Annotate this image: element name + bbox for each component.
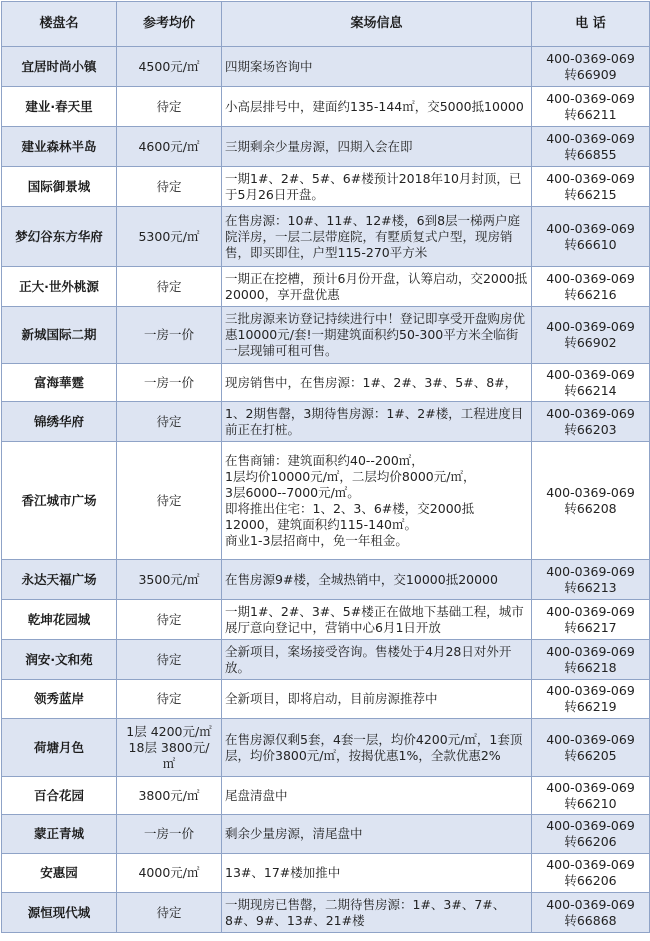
reference-price	[117, 719, 222, 777]
phone-cell	[532, 307, 650, 364]
property-name: 宜居时尚小镇	[2, 47, 117, 87]
phone-cell	[532, 127, 650, 167]
sales-info: 一期1#、2#、3#、5#楼正在做地下基础工程，城市展厅意向登记中，营销中心6月1日开放	[222, 600, 532, 640]
table-row	[2, 777, 650, 815]
sales-info: 一期现房已售罄，二期待售房源：1#、3#、7#、8#、9#、13#、21#楼	[222, 893, 532, 933]
table-row	[2, 893, 650, 933]
table-row	[2, 47, 650, 87]
property-name: 源恒现代城	[2, 893, 117, 933]
phone-number: 400-0369-069	[546, 270, 635, 286]
sales-info	[222, 442, 532, 560]
table-row	[2, 402, 650, 442]
table-row	[2, 267, 650, 307]
sales-info: 尾盘清盘中	[222, 777, 532, 815]
phone-cell	[532, 267, 650, 307]
phone-number: 400-0369-069	[546, 896, 635, 912]
phone-cell	[532, 640, 650, 680]
property-name: 新城国际二期	[2, 307, 117, 364]
property-name: 润安·文和苑	[2, 640, 117, 680]
reference-price: 待定	[117, 402, 222, 442]
info-line: 即将推出住宅：1、2、3、6#楼，交2000抵	[225, 500, 475, 516]
phone-number: 400-0369-069	[546, 170, 635, 186]
property-name: 正大·世外桃源	[2, 267, 117, 307]
reference-price: 待定	[117, 640, 222, 680]
table-row	[2, 680, 650, 719]
phone-extension: 转66868	[564, 912, 617, 928]
header-phone: 电 话	[532, 2, 650, 47]
phone-extension: 转66216	[564, 286, 617, 302]
phone-cell	[532, 777, 650, 815]
reference-price: 待定	[117, 442, 222, 560]
sales-info: 在售房源仅剩5套，4套一层，均价4200元/㎡，1套顶层，均价3800元/㎡，按揭优惠1%，全款优惠2%	[222, 719, 532, 777]
phone-cell	[532, 854, 650, 893]
table-row	[2, 307, 650, 364]
phone-number: 400-0369-069	[546, 366, 635, 382]
property-name: 领秀蓝岸	[2, 680, 117, 719]
phone-number: 400-0369-069	[546, 50, 635, 66]
phone-cell	[532, 893, 650, 933]
reference-price: 待定	[117, 87, 222, 127]
phone-extension: 转66211	[564, 106, 617, 122]
phone-number: 400-0369-069	[546, 857, 635, 872]
phone-extension: 转66902	[564, 335, 617, 350]
table-row	[2, 87, 650, 127]
header-info: 案场信息	[222, 2, 532, 47]
reference-price: 5300元/㎡	[117, 207, 222, 267]
phone-cell	[532, 87, 650, 127]
reference-price: 待定	[117, 267, 222, 307]
phone-extension: 转66205	[564, 747, 617, 763]
table-row	[2, 167, 650, 207]
property-name: 安惠园	[2, 854, 117, 893]
reference-price: 4500元/㎡	[117, 47, 222, 87]
table-row	[2, 815, 650, 854]
reference-price: 待定	[117, 680, 222, 719]
property-name: 富海華霆	[2, 364, 117, 402]
phone-number: 400-0369-069	[546, 683, 635, 698]
sales-info: 在售房源：10#、11#、12#楼，6到8层一梯两户庭院洋房，一层二层带庭院，有墅质复式户型，现房销售，即买即住，户型115-270平方米	[222, 207, 532, 267]
phone-extension: 转66610	[564, 236, 617, 252]
phone-extension: 转66218	[564, 659, 617, 675]
phone-extension: 转66909	[564, 66, 617, 82]
price-line: ㎡	[162, 755, 176, 771]
property-name: 蒙正青城	[2, 815, 117, 854]
phone-number: 400-0369-069	[546, 405, 635, 421]
property-name: 建业·春天里	[2, 87, 117, 127]
phone-extension: 转66214	[564, 382, 617, 398]
info-line: 3层6000--7000元/㎡。	[225, 484, 360, 500]
phone-extension: 转66208	[564, 500, 617, 516]
phone-cell	[532, 402, 650, 442]
reference-price: 4000元/㎡	[117, 854, 222, 893]
table-row	[2, 442, 650, 560]
info-line: 在售商铺：建筑面积约40--200㎡，	[225, 452, 424, 468]
phone-extension: 转66206	[564, 834, 617, 849]
property-name: 香江城市广场	[2, 442, 117, 560]
phone-cell	[532, 207, 650, 267]
property-name: 锦绣华府	[2, 402, 117, 442]
phone-number: 400-0369-069	[546, 220, 635, 236]
reference-price: 一房一价	[117, 364, 222, 402]
property-name: 永达天福广场	[2, 560, 117, 600]
table-row	[2, 207, 650, 267]
table-row	[2, 127, 650, 167]
sales-info: 现房销售中，在售房源：1#、2#、3#、5#、8#，	[222, 364, 532, 402]
phone-number: 400-0369-069	[546, 643, 635, 659]
phone-cell	[532, 719, 650, 777]
property-name: 国际御景城	[2, 167, 117, 207]
phone-cell	[532, 167, 650, 207]
sales-info: 剩余少量房源，清尾盘中	[222, 815, 532, 854]
table-row	[2, 364, 650, 402]
header-row	[2, 2, 650, 47]
sales-info: 一期1#、2#、5#、6#楼预计2018年10月封顶，已于5月26日开盘。	[222, 167, 532, 207]
reference-price: 4600元/㎡	[117, 127, 222, 167]
table-row	[2, 719, 650, 777]
table-row	[2, 560, 650, 600]
property-name: 荷塘月色	[2, 719, 117, 777]
price-line: 1层 4200元/㎡	[126, 723, 212, 739]
reference-price: 待定	[117, 167, 222, 207]
reference-price: 待定	[117, 893, 222, 933]
property-name: 乾坤花园城	[2, 600, 117, 640]
phone-extension: 转66217	[564, 619, 617, 635]
phone-cell	[532, 680, 650, 719]
phone-extension: 转66855	[564, 146, 617, 162]
sales-info: 三期剩余少量房源，四期入会在即	[222, 127, 532, 167]
reference-price: 一房一价	[117, 815, 222, 854]
sales-info: 全新项目，即将启动，目前房源推荐中	[222, 680, 532, 719]
table-row	[2, 854, 650, 893]
property-name: 百合花园	[2, 777, 117, 815]
phone-extension: 转66219	[564, 699, 617, 714]
info-line: 12000，建筑面积约115-140㎡。	[225, 516, 417, 532]
phone-number: 400-0369-069	[546, 603, 635, 619]
phone-cell	[532, 815, 650, 854]
reference-price: 待定	[117, 600, 222, 640]
listing-table	[1, 1, 650, 933]
sales-info: 三批房源来访登记持续进行中！登记即享受开盘购房优惠10000元/套!一期建筑面积约50-300平方米全临街一层现铺可租可售。	[222, 307, 532, 364]
phone-number: 400-0369-069	[546, 319, 635, 334]
phone-cell	[532, 600, 650, 640]
sales-info: 在售房源9#楼，全城热销中，交10000抵20000	[222, 560, 532, 600]
sales-info: 四期案场咨询中	[222, 47, 532, 87]
phone-cell	[532, 364, 650, 402]
header-name: 楼盘名	[2, 2, 117, 47]
phone-extension: 转66203	[564, 421, 617, 437]
property-name: 建业森林半岛	[2, 127, 117, 167]
phone-extension: 转66206	[564, 873, 617, 888]
table-row	[2, 640, 650, 680]
phone-number: 400-0369-069	[546, 731, 635, 747]
phone-number: 400-0369-069	[546, 563, 635, 579]
phone-number: 400-0369-069	[546, 130, 635, 146]
property-name: 梦幻谷东方华府	[2, 207, 117, 267]
reference-price: 3500元/㎡	[117, 560, 222, 600]
phone-cell	[532, 47, 650, 87]
phone-extension: 转66213	[564, 579, 617, 595]
phone-extension: 转66215	[564, 186, 617, 202]
reference-price: 一房一价	[117, 307, 222, 364]
info-line: 1层均价10000元/㎡，二层均价8000元/㎡，	[225, 468, 476, 484]
phone-extension: 转66210	[564, 795, 617, 811]
sales-info: 1、2期售罄，3期待售房源：1#、2#楼，工程进度目前正在打桩。	[222, 402, 532, 442]
phone-number: 400-0369-069	[546, 484, 635, 500]
sales-info: 全新项目，案场接受咨询。售楼处于4月28日对外开放。	[222, 640, 532, 680]
reference-price: 3800元/㎡	[117, 777, 222, 815]
phone-number: 400-0369-069	[546, 779, 635, 795]
sales-info: 小高层排号中，建面约135-144㎡，交5000抵10000	[222, 87, 532, 127]
sales-info: 13#、17#楼加推中	[222, 854, 532, 893]
price-line: 18层 3800元/	[128, 739, 210, 755]
info-line: 商业1-3层招商中，免一年租金。	[225, 532, 408, 548]
phone-cell	[532, 442, 650, 560]
sales-info: 一期正在挖槽，预计6月份开盘，认筹启动，交2000抵20000，享开盘优惠	[222, 267, 532, 307]
phone-cell	[532, 560, 650, 600]
table-row	[2, 600, 650, 640]
phone-number: 400-0369-069	[546, 818, 635, 833]
header-price: 参考均价	[117, 2, 222, 47]
phone-number: 400-0369-069	[546, 90, 635, 106]
